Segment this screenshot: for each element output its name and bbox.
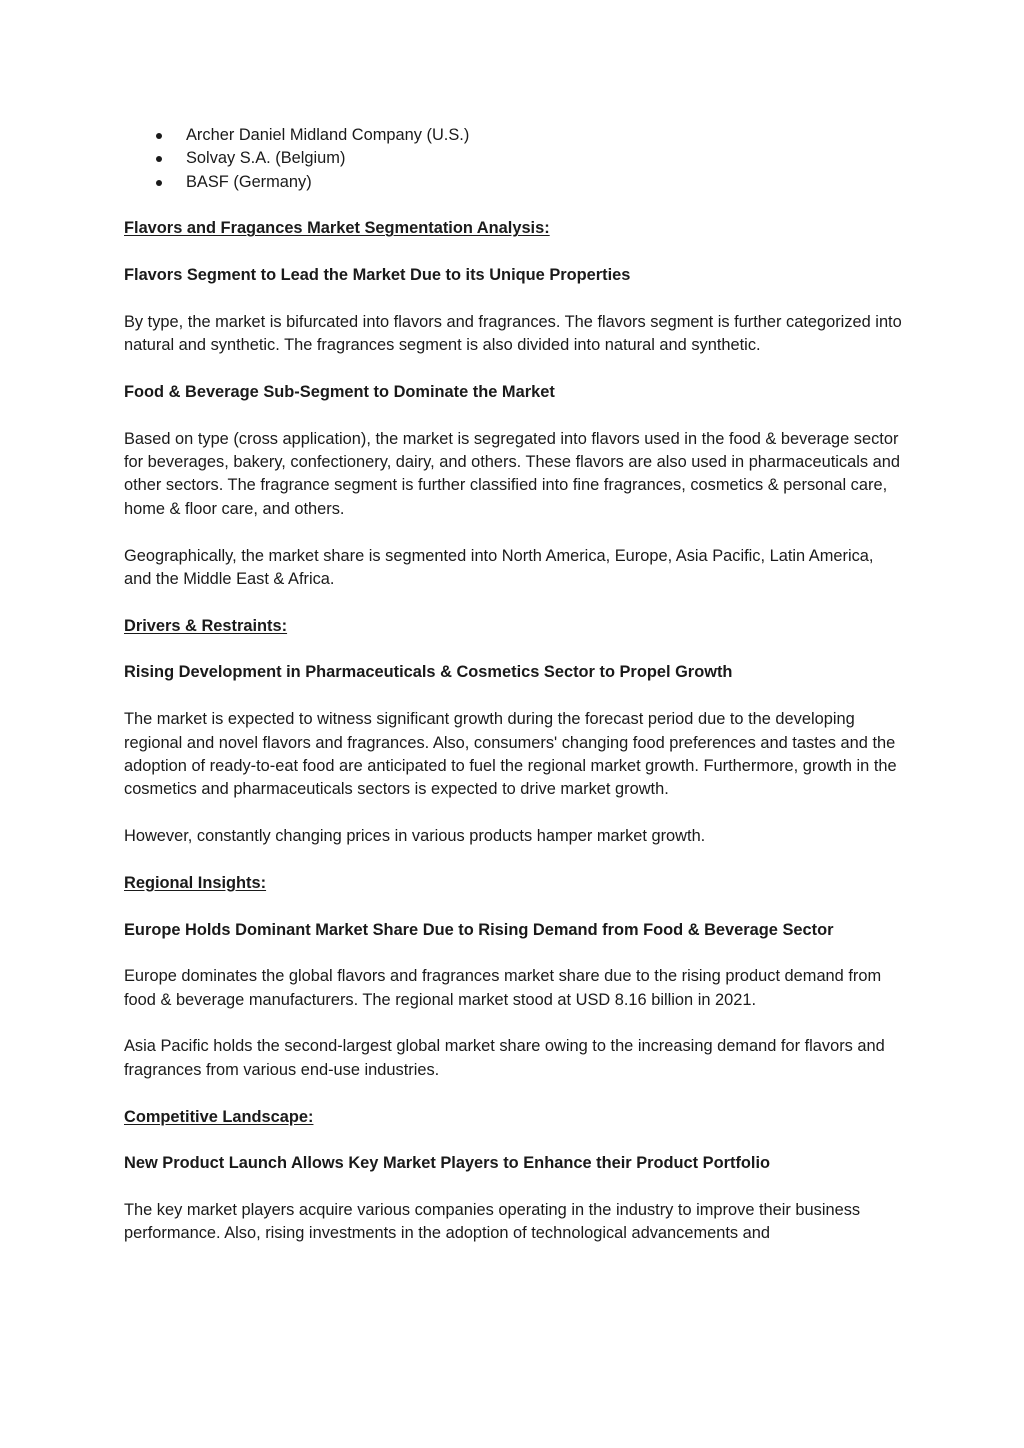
document-page bbox=[124, 124, 904, 1246]
list-item: Solvay S.A. (Belgium) bbox=[124, 147, 904, 170]
application-paragraph: Based on type (cross application), the market is segregated into flavors used in the food & beverage sector for beverages, bakery, confectionery, dairy, and others. These flavors are also used in pharmaceuticals and other sectors. The fragrance segment is further classified into fine fragrances, cosmetics & personal care, home & floor care, and others. bbox=[124, 429, 900, 518]
bullet-icon bbox=[156, 180, 162, 186]
competitive-subheading: New Product Launch Allows Key Market Players to Enhance their Product Portfolio bbox=[124, 1154, 771, 1173]
drivers-subheading: Rising Development in Pharmaceuticals & Cosmetics Sector to Propel Growth bbox=[124, 663, 733, 682]
company-list bbox=[124, 124, 904, 194]
bullet-icon bbox=[156, 156, 162, 162]
bullet-icon bbox=[156, 133, 162, 139]
geography-paragraph: Geographically, the market share is segmented into North America, Europe, Asia Pacific, Latin America, and the Middle East & Africa. bbox=[124, 546, 874, 588]
drivers-paragraph: The market is expected to witness significant growth during the forecast period due to the developing regional and novel flavors and fragrances. Also, consumers' changing food preferences and tastes and the adoption of ready-to-eat food are anticipated to fuel the regional market growth. Furthermore, growth in the cosmetics and pharmaceuticals sectors is expected to drive market growth. bbox=[124, 710, 897, 799]
regional-subheading: Europe Holds Dominant Market Share Due to Rising Demand from Food & Beverage Sector bbox=[124, 920, 834, 939]
type-paragraph: By type, the market is bifurcated into flavors and fragrances. The flavors segment is further categorized into natural and synthetic. The fragrances segment is also divided into natural and synthetic. bbox=[124, 312, 902, 355]
food-beverage-subheading: Food & Beverage Sub-Segment to Dominate the Market bbox=[124, 383, 555, 402]
list-item: BASF (Germany) bbox=[124, 171, 904, 194]
flavors-segment-subheading: Flavors Segment to Lead the Market Due to its Unique Properties bbox=[124, 266, 631, 285]
drivers-heading: Drivers & Restraints: bbox=[124, 616, 288, 635]
competitive-heading: Competitive Landscape: bbox=[124, 1107, 314, 1126]
europe-paragraph: Europe dominates the global flavors and fragrances market share due to the rising product demand from food & beverage manufacturers. The regional market stood at USD 8.16 billion in 2021. bbox=[124, 967, 882, 1009]
regional-heading: Regional Insights: bbox=[124, 873, 267, 892]
restraints-paragraph: However, constantly changing prices in various products hamper market growth. bbox=[124, 826, 706, 845]
competitive-paragraph: The key market players acquire various companies operating in the industry to improve their business performance. Also, rising investments in the adoption of technological advancements and bbox=[124, 1201, 861, 1243]
list-item: Archer Daniel Midland Company (U.S.) bbox=[124, 124, 904, 147]
segmentation-heading: Flavors and Fragances Market Segmentation Analysis: bbox=[124, 219, 550, 238]
asia-pacific-paragraph: Asia Pacific holds the second-largest global market share owing to the increasing demand for flavors and fragrances from various end-use industries. bbox=[124, 1037, 885, 1079]
